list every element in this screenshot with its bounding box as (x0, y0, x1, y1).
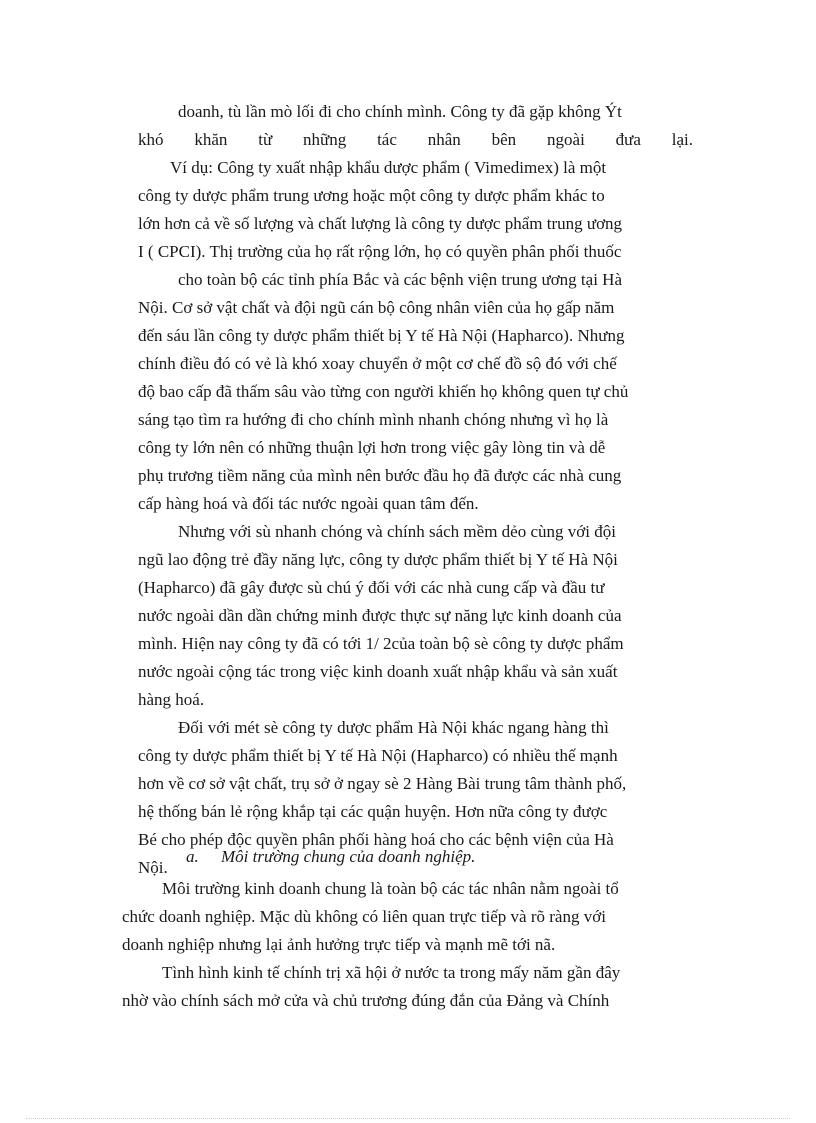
text-line: nhờ vào chính sách mở cửa và chủ trương đúng đắn của Đảng và Chính (122, 991, 610, 1010)
text-line: công ty lớn nên có những thuận lợi hơn trong việc gây lòng tin và dễ (138, 438, 606, 457)
text-line: hệ thống bán lẻ rộng khắp tại các quận huyện. Hơn nữa công ty được (138, 802, 608, 821)
text-line: chức doanh nghiệp. Mặc dù không có liên quan trực tiếp và rõ ràng với (122, 907, 606, 926)
text-line: Môi trường kinh doanh chung là toàn bộ các tác nhân nằm ngoài tổ (162, 879, 619, 898)
text-line: chính điều đó có vẻ là khó xoay chuyển ở một cơ chế đồ sộ đó với chế (138, 354, 617, 373)
text-line: đến sáu lần công ty dược phẩm thiết bị Y tế Hà Nội (Hapharco). Nhưng (138, 326, 625, 345)
text-line: Bé cho phép độc quyền phân phối hàng hoá cho các bệnh viện của Hà (138, 830, 614, 849)
text-line: khó khăn từ những tác nhân bên ngoài đưa lại. (138, 130, 693, 149)
text-line: I ( CPCI). Thị trường của họ rất rộng lớn, họ có quyền phân phối thuốc (138, 242, 622, 261)
text-line: Nội. (138, 858, 168, 877)
text-line: Nhưng với sù nhanh chóng và chính sách mềm dẻo cùng với đội (178, 522, 616, 541)
text-line: Ví dụ: Công ty xuất nhập khẩu dược phẩm ( Vimedimex) là một (170, 158, 607, 177)
text-line: ngũ lao động trẻ đầy năng lực, công ty dược phẩm thiết bị Y tế Hà Nội (138, 550, 618, 569)
text-line: Đối với mét sè công ty dược phẩm Hà Nội khác ngang hàng thì (178, 718, 609, 737)
text-line: (Hapharco) đã gây được sù chú ý đối với các nhà cung cấp và đầu tư (138, 578, 605, 597)
text-line: công ty dược phẩm trung ương hoặc một công ty dược phẩm khác to (138, 186, 605, 205)
text-line: Nội. Cơ sở vật chất và đội ngũ cán bộ công nhân viên của họ gấp năm (138, 298, 615, 317)
text-line: hơn về cơ sở vật chất, trụ sở ở ngay sè 2 Hàng Bài trung tâm thành phố, (138, 774, 627, 793)
text-line: sáng tạo tìm ra hướng đi cho chính mình nhanh chóng nhưng vì họ là (138, 410, 609, 429)
text-line: nước ngoài dần dần chứng minh được thực sự năng lực kinh doanh của (138, 606, 622, 625)
text-line: doanh, tù lần mò lối đi cho chính mình. Công ty đã gặp không Ýt (178, 102, 622, 121)
text-line: Tình hình kinh tế chính trị xã hội ở nước ta trong mấy năm gần đây (162, 963, 621, 982)
text-line: cho toàn bộ các tỉnh phía Bắc và các bệnh viện trung ương tại Hà (178, 270, 622, 289)
text-line: mình. Hiện nay công ty đã có tới 1/ 2của toàn bộ sè công ty dược phẩm (138, 634, 624, 653)
text-line: doanh nghiệp nhưng lại ảnh hưởng trực tiếp và mạnh mẽ tới nã. (122, 935, 556, 954)
heading-text: Môi trường chung của doanh nghiệp. (221, 847, 476, 866)
heading-marker: a. (186, 847, 199, 866)
text-line: nước ngoài cộng tác trong việc kinh doanh xuất nhập khẩu và sản xuất (138, 662, 618, 681)
section-heading (186, 846, 586, 870)
text-line: hàng hoá. (138, 690, 205, 709)
text-line: lớn hơn cả về số lượng và chất lượng là công ty dược phẩm trung ương (138, 214, 623, 233)
text-line: phụ trương tiềm năng của mình nên bước đầu họ đã được các nhà cung (138, 466, 622, 485)
text-line: độ bao cấp đã thấm sâu vào từng con người khiến họ không quen tự chủ (138, 382, 629, 401)
text-line: công ty dược phẩm thiết bị Y tế Hà Nội (Hapharco) có nhiều thế mạnh (138, 746, 618, 765)
text-line: cấp hàng hoá và đối tác nước ngoài quan tâm đến. (138, 494, 479, 513)
page-bottom-rule (26, 1118, 790, 1119)
